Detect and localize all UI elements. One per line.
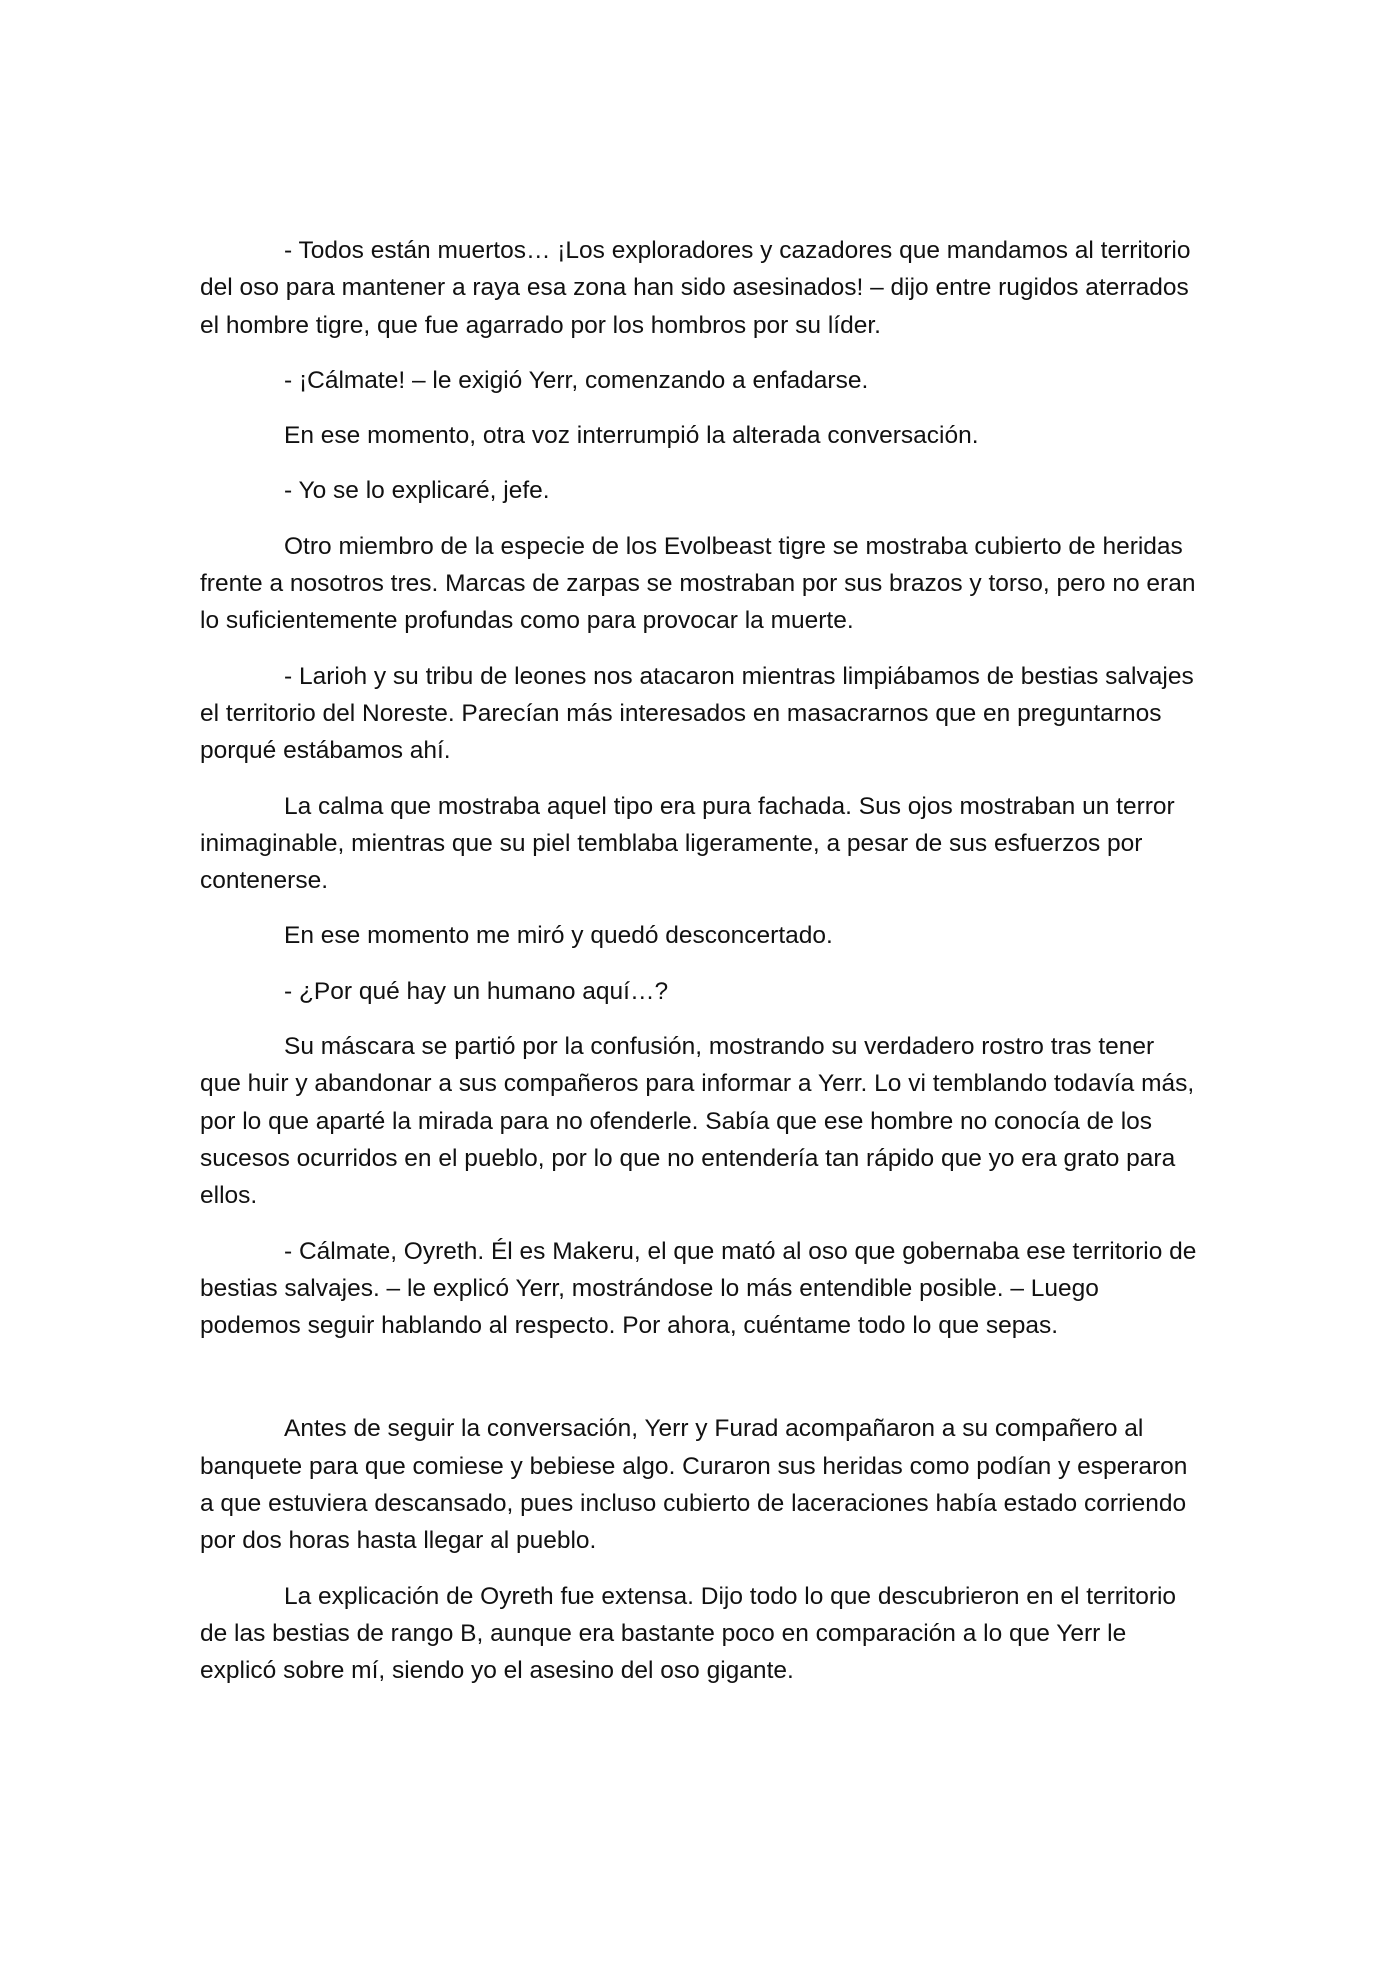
paragraph: La explicación de Oyreth fue extensa. Dijo todo lo que descubrieron en el territorio de las bestias de rango B, aunque era bastante poco en comparación a lo que Yerr le explicó sobre mí, siendo yo el asesino del oso gigante.: [200, 1582, 1177, 1685]
paragraph: - Larioh y su tribu de leones nos atacaron mientras limpiábamos de bestias salvajes el territorio del Noreste. Parecían más interesados en masacrarnos que en preguntarnos porqué estábamos ahí.: [200, 662, 1194, 765]
paragraph: - Todos están muertos… ¡Los exploradores y cazadores que mandamos al territorio del oso para mantener a raya esa zona han sido asesinados! – dijo entre rugidos aterrados el hombre tigre, que fue agarrado por los hombros por su líder.: [200, 237, 1191, 339]
paragraph: - ¡Cálmate! – le exigió Yerr, comenzando a enfadarse.: [284, 366, 869, 394]
paragraph: En ese momento me miró y quedó desconcertado.: [284, 922, 833, 950]
paragraph: En ese momento, otra voz interrumpió la alterada conversación.: [284, 422, 979, 450]
document-body: [200, 232, 1200, 1708]
paragraph: Antes de seguir la conversación, Yerr y Furad acompañaron a su compañero al banquete para que comiese y bebiese algo. Curaron sus heridas como podían y esperaron a que estuviera descansado, pues incluso cubierto de laceraciones había estado corriendo por dos horas hasta llegar al pueblo.: [200, 1415, 1188, 1555]
paragraph: - ¿Por qué hay un humano aquí…?: [284, 977, 669, 1005]
paragraph: La calma que mostraba aquel tipo era pura fachada. Sus ojos mostraban un terror inimaginable, mientras que su piel temblaba ligeramente, a pesar de sus esfuerzos por contenerse.: [200, 792, 1175, 895]
paragraph: - Yo se lo explicaré, jefe.: [284, 477, 550, 505]
paragraph: Su máscara se partió por la confusión, mostrando su verdadero rostro tras tener que huir y abandonar a sus compañeros para informar a Yerr. Lo vi temblando todavía más, por lo que aparté la mirada para no ofenderle. Sabía que ese hombre no conocía de los sucesos ocurridos en el pueblo, por lo que no entendería tan rápido que yo era grato para ellos.: [200, 1033, 1195, 1210]
paragraph: Otro miembro de la especie de los Evolbeast tigre se mostraba cubierto de heridas frente a nosotros tres. Marcas de zarpas se mostraban por sus brazos y torso, pero no eran lo suficientemente profundas como para provocar la muerte.: [200, 532, 1196, 635]
paragraph: - Cálmate, Oyreth. Él es Makeru, el que mató al oso que gobernaba ese territorio de bestias salvajes. – le explicó Yerr, mostrándose lo más entendible posible. – Luego podemos seguir hablando al respecto. Por ahora, cuéntame todo lo que sepas.: [200, 1237, 1197, 1340]
